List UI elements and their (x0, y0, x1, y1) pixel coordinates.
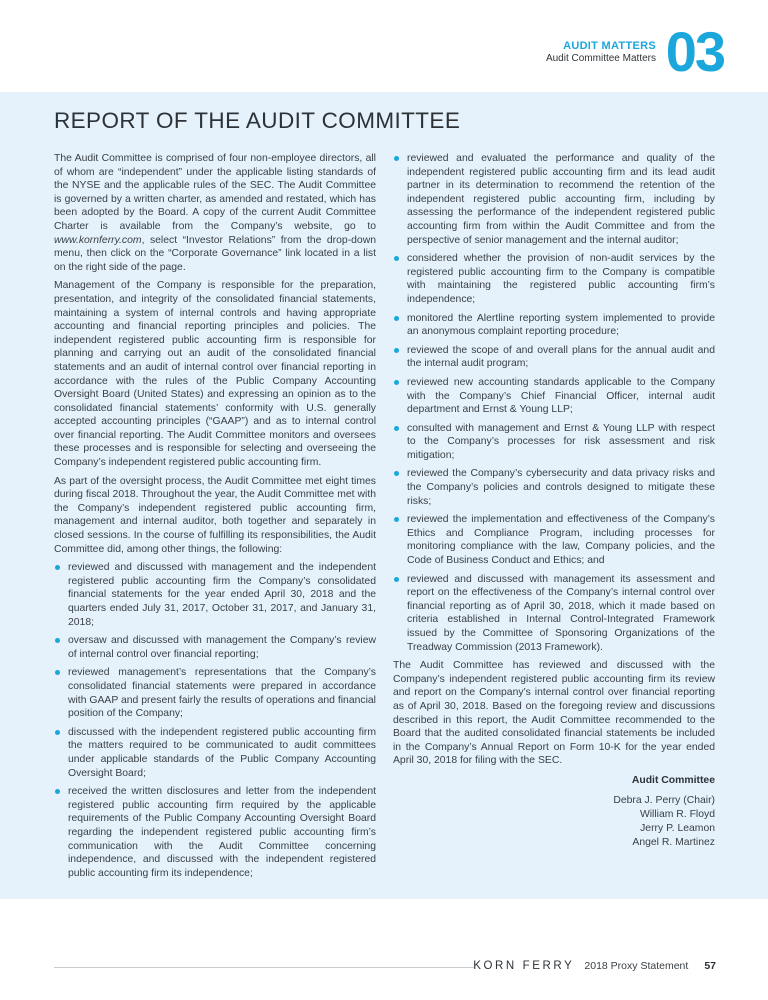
list-item (393, 344, 715, 371)
charter-text-start: The Audit Committee is comprised of four non-employee directors, all of whom are “independent” under the applicable listing standards of the NYSE and the applicable rules of the SEC. The Audit Committee is governed by a written charter, as amended and restated, which has been adopted by the Board. A copy of the current Audit Committee Charter is available from the Company’s website, go to (54, 153, 376, 232)
signatory-name: William R. Floyd (639, 808, 715, 820)
website-link[interactable]: www.kornferry.com (54, 234, 142, 246)
list-item (54, 561, 376, 629)
section-title: AUDIT MATTERS (563, 40, 656, 52)
page-number: 57 (704, 960, 716, 972)
list-item-text: reviewed the Company’s cybersecurity and data privacy risks and the Company’s policies and controls designed to mitigate these risks; (407, 468, 715, 507)
signatory-name: Debra J. Perry (Chair) (613, 794, 715, 806)
bullet-icon (394, 426, 399, 431)
signatory-name: Angel R. Martinez (632, 836, 715, 848)
section-heading (546, 40, 656, 64)
paragraph-oversight: As part of the oversight process, the Audit Committee met eight times during fiscal 2018. Throughout the year, the Audit Committee met with the Company’s independent registered public accounting firm, management and internal auditor, both together and separately in closed sessions. In the course of fulfilling its responsibilities, the Audit Committee did, among other things, the following: (54, 475, 376, 555)
page-footer (473, 960, 716, 972)
paragraph-charter (54, 152, 376, 274)
list-item (393, 513, 715, 567)
bullet-icon (394, 577, 399, 582)
signature-block (393, 774, 715, 850)
list-item-text: oversaw and discussed with management the Company’s review of internal control over financial reporting; (68, 635, 376, 660)
page-title: REPORT OF THE AUDIT COMMITTEE (54, 108, 461, 133)
list-item-text: reviewed and discussed with management its assessment and report on the effectiveness of the Company’s internal control over financial reporting as of April 30, 2018, which it made based on criteria established in Internal Control-Integrated Framework issued by the Committee of Sponsoring Organizations of the Treadway Commission (2013 Framework). (407, 573, 715, 653)
list-item-text: monitored the Alertline reporting system implemented to provide an anonymous complaint reporting procedure; (407, 312, 715, 338)
list-item (393, 152, 715, 247)
document-name: 2018 Proxy Statement (584, 960, 689, 972)
left-column (54, 152, 376, 885)
bullet-icon (394, 517, 399, 522)
activities-list-left (54, 561, 376, 880)
section-number: 03 (665, 20, 724, 83)
list-item (393, 252, 715, 306)
bullet-icon (55, 565, 60, 570)
list-item (393, 376, 715, 417)
activities-list-right (393, 152, 715, 654)
list-item-text: considered whether the provision of non-audit services by the registered public accounting firm to the Company is compatible with maintaining the registered public accounting firm’s independence; (407, 253, 715, 305)
list-item-text: reviewed and discussed with management and the independent registered public accounting firm the Company’s consolidated financial statements for the year ended April 30, 2018 and the quarters ended July 31, 2017, October 31, 2017, and January 31, 2018; (68, 562, 376, 628)
list-item (54, 785, 376, 880)
list-item-text: reviewed the scope of and overall plans for the annual audit and the internal audit program; (407, 344, 715, 370)
list-item (393, 573, 715, 655)
bullet-icon (55, 670, 60, 675)
bullet-icon (394, 471, 399, 476)
bullet-icon (55, 638, 60, 643)
page-header (0, 0, 768, 92)
list-item-text: reviewed new accounting standards applicable to the Company with the Company’s Chief Financial Officer, internal audit department and Ernst & Young LLP; (407, 376, 715, 416)
list-item-text: reviewed the implementation and effectiveness of the Company’s Ethics and Compliance Program, including processes for monitoring compliance with the law, Company policies, and the Code of Business Conduct and Ethics; and (407, 514, 715, 567)
paragraph-responsibility: Management of the Company is responsible for the preparation, presentation, and integrity of the consolidated financial statements, maintaining a system of internal controls and having appropriate accounting and financial reporting principles and policies. The independent registered public accounting firm is responsible for planning and carrying out an audit of the consolidated financial statements and an audit of internal control over financial reporting in accordance with the rules of the Public Company Accounting Oversight Board (United States) and expressing an opinion as to the consolidated financial statements’ conformity with U.S. generally accepted accounting principles (“GAAP”) and as to internal control over financial reporting. The Audit Committee monitors and oversees these processes and is responsible for selecting and overseeing the Company’s independent registered public accounting firm. (54, 280, 376, 469)
charter-text-end: , select “Investor Relations” from the drop-down menu, then click on the “Corporate Governance” link located in a list on the right side of the page. (54, 234, 376, 273)
bullet-icon (394, 256, 399, 261)
bullet-icon (394, 348, 399, 353)
list-item (54, 634, 376, 661)
signature-title: Audit Committee (631, 774, 715, 786)
list-item (54, 726, 376, 780)
list-item (393, 467, 715, 508)
list-item (54, 666, 376, 720)
list-item-text: consulted with management and Ernst & Young LLP with respect to the Company’s processes for risk assessment and risk mitigation; (407, 422, 715, 461)
right-column (393, 152, 715, 850)
list-item-text: discussed with the independent registered public accounting firm the matters required to be communicated to audit committees under applicable standards of the Public Company Accounting Oversight Board; (68, 726, 376, 779)
section-subtitle: Audit Committee Matters (545, 53, 656, 64)
bullet-icon (394, 380, 399, 385)
list-item-text: received the written disclosures and letter from the independent registered public accounting firm required by the applicable requirements of the Public Company Accounting Oversight Board regarding the independent registered public accounting firm’s communication with the Audit Committee concerning independence, and discussed with the independent registered public accounting firm its independence; (68, 786, 376, 879)
paragraph-recommendation: The Audit Committee has reviewed and discussed with the Company’s independent registered public accounting firm its review and report on the Company’s internal control over financial reporting as of April 30, 2018. Based on the foregoing review and discussions described in this report, the Audit Committee recommended to the Board that the audited consolidated financial statements be included in the Company’s Annual Report on Form 10-K for the year ended April 30, 2018 for filing with the SEC. (393, 660, 715, 767)
list-item-text: reviewed and evaluated the performance and quality of the independent registered public accounting firm and its lead audit partner in its determination to recommend the retention of the independent registered public accounting firm, including by assessing the performance of the independent registered public accounting firm from within the Audit Committee and from the perspective of senior management and the internal auditor; (407, 153, 715, 246)
bullet-icon (394, 316, 399, 321)
company-logo: KORN FERRY (473, 960, 575, 972)
list-item-text: reviewed management’s representations that the Company’s consolidated financial statements were prepared in accordance with GAAP and present fairly the results of operations and financial position of the Company; (68, 667, 376, 720)
list-item (393, 312, 715, 339)
bullet-icon (394, 156, 399, 161)
footer-divider (54, 967, 474, 968)
bullet-icon (55, 789, 60, 794)
bullet-icon (55, 730, 60, 735)
list-item (393, 422, 715, 463)
signatory-name: Jerry P. Leamon (640, 822, 715, 834)
